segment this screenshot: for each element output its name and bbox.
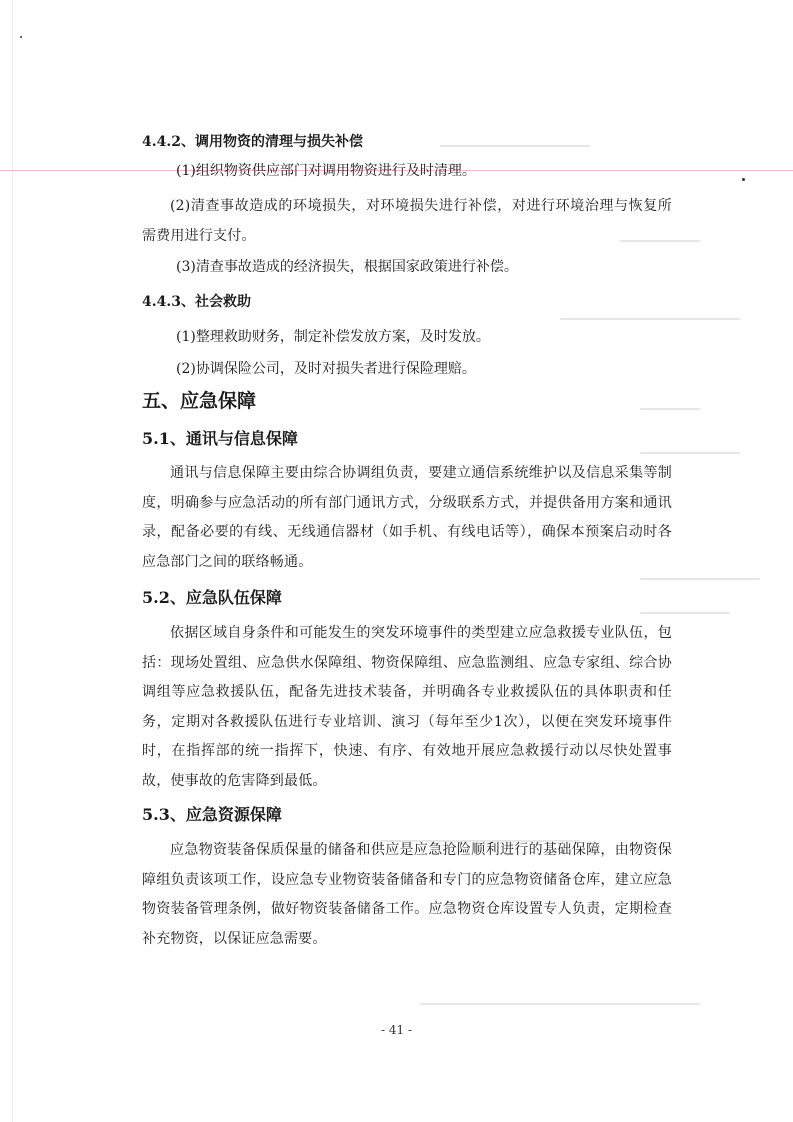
list-item: (2)协调保险公司，及时对损失者进行保险理赔。	[176, 361, 476, 377]
chapter-heading: 五、应急保障	[142, 390, 257, 412]
page-content	[142, 132, 672, 954]
page-number: - 41 -	[380, 1023, 412, 1037]
scan-speck	[742, 178, 745, 181]
paragraph: 通讯与信息保障主要由综合协调组负责，要建立通信系统维护以及信息采集等制度，明确参与应急活动的所有部门通讯方式，分级联系方式，并提供备用方案和通讯录，配备必要的有线、无线通信器材（如手机、有线电话等），确保本预案启动时各应急部门之间的联络畅通。	[142, 465, 672, 570]
list-item: (1)整理救助财务，制定补偿发放方案，及时发放。	[176, 329, 490, 345]
paragraph: 依据区域自身条件和可能发生的突发环境事件的类型建立应急救援专业队伍，包括：现场处置组、应急供水保障组、物资保障组、应急监测组、应急专家组、综合协调组等应急救援队伍，配备先进技术装备，并明确各专业救援队伍的具体职责和任务，定期对各救援队伍进行专业培训、演习（每年至少1次），以便在突发环境事件时，在指挥部的统一指挥下，快速、有序、有效地开展应急救援行动以尽快处置事故，使事故的危害降到最低。	[142, 625, 672, 789]
section-heading-4-4-3: 4.4.3、社会救助	[142, 294, 251, 310]
list-item-wrapped: (2)清查事故造成的环境损失，对环境损失进行补偿，对进行环境治理与恢复所需费用进行支付。	[142, 198, 672, 244]
bleed-through	[420, 1003, 700, 1005]
section-heading-5-3: 5.3、应急资源保障	[142, 805, 282, 824]
scan-binding-edge	[12, 0, 13, 1122]
scan-speck	[20, 36, 22, 38]
section-heading-5-2: 5.2、应急队伍保障	[142, 588, 282, 607]
section-heading-4-4-2: 4.4.2、调用物资的清理与损失补偿	[142, 134, 363, 150]
paragraph: 应急物资装备保质保量的储备和供应是应急抢险顺利进行的基础保障，由物资保障组负责该项工作，设应急专业物资装备储备和专门的应急物资储备仓库，建立应急物资装备管理条例，做好物资装备储备工作。应急物资仓库设置专人负责，定期检查补充物资，以保证应急需要。	[142, 842, 672, 947]
list-item: (3)清查事故造成的经济损失，根据国家政策进行补偿。	[176, 259, 518, 275]
list-item: (1)组织物资供应部门对调用物资进行及时清理。	[176, 163, 476, 179]
section-heading-5-1: 5.1、通讯与信息保障	[142, 429, 298, 448]
